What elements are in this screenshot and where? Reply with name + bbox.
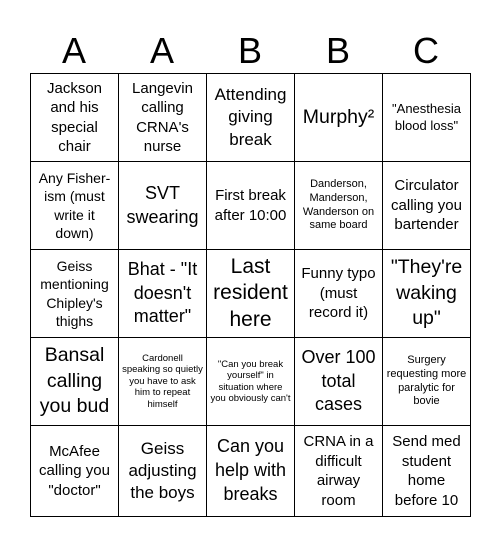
bingo-cell[interactable] — [207, 74, 295, 162]
bingo-cell-text: Funny typo (must record it) — [301, 265, 376, 322]
bingo-cell[interactable] — [383, 74, 471, 162]
bingo-cell[interactable] — [383, 250, 471, 338]
bingo-cell[interactable] — [295, 338, 383, 426]
bingo-cell-text: Geiss adjusting the boys — [128, 438, 197, 503]
bingo-cell-text: Geiss mentioning Chipley's thighs — [40, 258, 109, 329]
bingo-cell[interactable] — [119, 74, 207, 162]
bingo-cell-text: Bhat - "It doesn't matter" — [127, 258, 198, 327]
bingo-cell-text: Circulator calling you bartender — [391, 177, 462, 234]
bingo-cell-text: First break after 10:00 — [214, 187, 287, 224]
header-letter: B — [325, 30, 350, 71]
bingo-cell[interactable] — [207, 426, 295, 517]
bingo-cell-text: Cardonell speaking so quietly you have to ask him to repeat himself — [122, 353, 203, 410]
bingo-cell-text: Last resident here — [213, 255, 288, 331]
bingo-cell-text: Send med student home before 10 — [392, 433, 461, 509]
bingo-cell[interactable] — [383, 162, 471, 250]
bingo-cell[interactable] — [31, 426, 119, 517]
bingo-cell[interactable] — [119, 162, 207, 250]
bingo-header — [30, 28, 470, 74]
bingo-cell-text: "Can you break yourself" in situation where you obviously can't — [210, 358, 291, 404]
bingo-cell[interactable] — [383, 426, 471, 517]
bingo-cell[interactable] — [383, 338, 471, 426]
header-letter: B — [237, 30, 262, 71]
bingo-cell[interactable] — [207, 250, 295, 338]
bingo-cell-text: Over 100 total cases — [301, 346, 376, 415]
bingo-cell-text: Langevin calling CRNA's nurse — [132, 79, 193, 155]
bingo-board — [30, 73, 471, 517]
bingo-cell[interactable] — [31, 74, 119, 162]
bingo-cell-text: Attending giving break — [214, 85, 287, 149]
bingo-cell[interactable] — [295, 250, 383, 338]
header-letter: C — [413, 30, 439, 71]
bingo-cell-text: McAfee calling you "doctor" — [39, 442, 110, 499]
bingo-cell[interactable] — [119, 426, 207, 517]
header-letter: A — [61, 30, 86, 71]
bingo-cell-text: Bansal calling you bud — [39, 344, 110, 418]
bingo-cell-text: Surgery requesting more paralytic for bovie — [386, 354, 467, 408]
bingo-cell[interactable] — [31, 250, 119, 338]
bingo-cell-text: Danderson, Manderson, Wanderson on same board — [302, 178, 375, 232]
bingo-cell[interactable] — [119, 250, 207, 338]
bingo-cell-text: Can you help with breaks — [214, 436, 287, 504]
bingo-cell[interactable] — [207, 338, 295, 426]
bingo-cell-text: SVT swearing — [126, 182, 199, 227]
bingo-cell[interactable] — [207, 162, 295, 250]
bingo-cell[interactable] — [295, 426, 383, 517]
bingo-cell-text: "They're waking up" — [390, 256, 463, 330]
bingo-cell[interactable] — [119, 338, 207, 426]
bingo-cell[interactable] — [31, 338, 119, 426]
bingo-cell-text: CRNA in a difficult airway room — [303, 433, 374, 509]
bingo-cell-text: Any Fisher-ism (must write it down) — [38, 170, 111, 241]
header-letter: A — [149, 30, 174, 71]
bingo-cell[interactable] — [31, 162, 119, 250]
bingo-cell-text: Murphy² — [302, 105, 375, 128]
bingo-cell-text: Jackson and his special chair — [46, 79, 103, 155]
bingo-cell[interactable] — [295, 162, 383, 250]
bingo-cell[interactable] — [295, 74, 383, 162]
bingo-cell-text: "Anesthesia blood loss" — [392, 100, 461, 133]
